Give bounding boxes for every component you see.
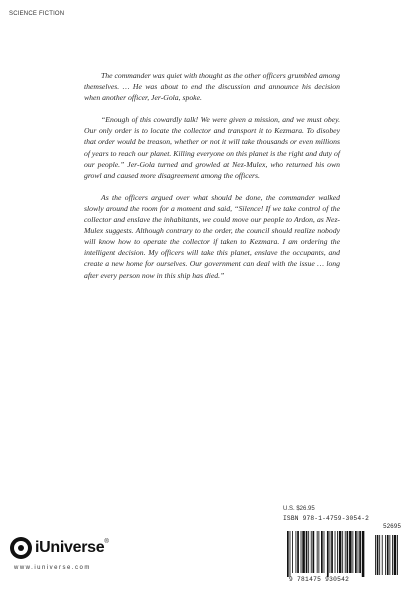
excerpt-paragraph-1: The commander was quiet with thought as the other officers grumbled among themselves. … He was about to end the discussion and announce his decision when another officer, Jer-Gola, spoke. bbox=[84, 71, 340, 103]
isbn-label: ISBN 978-1-4759-3054-2 bbox=[283, 515, 370, 522]
back-cover-excerpt bbox=[84, 70, 340, 292]
publisher-website: www.iuniverse.com bbox=[14, 565, 91, 571]
publisher-name bbox=[35, 539, 108, 557]
barcode-ean-number: 9 781475 930542 bbox=[289, 576, 350, 583]
price-label: U.S. $26.95 bbox=[283, 506, 315, 512]
trademark-symbol: ® bbox=[104, 539, 109, 545]
excerpt-paragraph-3: As the officers argued over what should be done, the commander walked slowly around the room for a moment and said, “Silence! If we take control of the collector and enslave the inhabitants, we could move our people to Ardon, as Nez-Mulex suggests. Although contrary to the order, the council should realize nobody will know how to operate the collector if taken to Kezmara. I am ordering the intelligent decision. My officers will take this planet, enslave the occupants, and create a new home for ourselves. Our government can deal with the issue … long after every person now in this ship has died.” bbox=[84, 192, 340, 280]
iuniverse-logo-icon bbox=[10, 537, 32, 559]
barcode-addon-number: 52695 bbox=[382, 523, 401, 530]
barcode-icon bbox=[283, 525, 403, 577]
publisher-logo bbox=[10, 537, 108, 559]
genre-label: SCIENCE FICTION bbox=[9, 11, 65, 17]
excerpt-paragraph-2: “Enough of this cowardly talk! We were given a mission, and we must obey. Our only order is to locate the collector and transport it to Kezmara. To disobey that order would be treason, whether or not it will take thousands or even millions of years to reach our planet. Killing everyone on this planet is the right and duty of our people.” Jer-Gola turned and growled at Nez-Mulex, who returned his own growl and caused more disagreement among the officers. bbox=[84, 115, 340, 180]
barcode-block bbox=[283, 523, 403, 585]
publisher-name-text: iUniverse bbox=[35, 539, 105, 556]
